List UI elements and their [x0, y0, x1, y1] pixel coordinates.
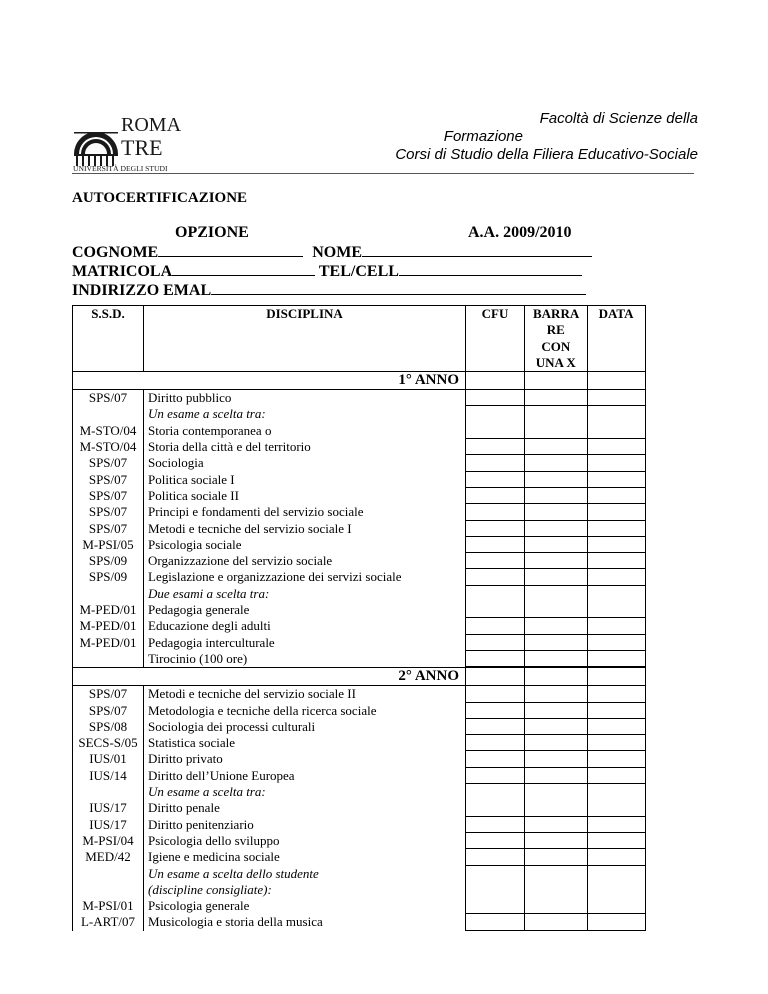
- entry-box[interactable]: [466, 703, 524, 719]
- entry-box[interactable]: [588, 455, 645, 471]
- entry-box[interactable]: [466, 423, 524, 439]
- disciplina-cell: Pedagogia interculturale: [148, 634, 275, 650]
- entry-box[interactable]: [525, 586, 587, 602]
- entry-box[interactable]: [588, 866, 645, 882]
- disciplina-cell: Diritto dell’Unione Europea: [148, 767, 295, 783]
- ssd-cell: [73, 406, 143, 422]
- entry-box[interactable]: [466, 602, 524, 618]
- entry-box[interactable]: [466, 719, 524, 735]
- entry-box[interactable]: [525, 817, 587, 833]
- indirizzo-row: [72, 281, 586, 300]
- entry-box[interactable]: [588, 833, 645, 849]
- entry-box[interactable]: [466, 751, 524, 767]
- ssd-cell: [73, 651, 143, 667]
- entry-box[interactable]: [588, 618, 645, 634]
- header-ssd: S.S.D.: [73, 306, 144, 372]
- entry-box[interactable]: [466, 686, 524, 702]
- entry-box[interactable]: [588, 914, 645, 930]
- disciplina-cell: Metodi e tecniche del servizio sociale I: [148, 520, 352, 536]
- logo-subtitle: UNIVERSITÀ DEGLI STUDI: [73, 164, 168, 172]
- disciplina-cell: Un esame a scelta dello studente: [148, 865, 319, 881]
- ssd-cell: SPS/07: [88, 455, 128, 471]
- matricola-row: [72, 262, 582, 281]
- nome-field[interactable]: [362, 243, 592, 257]
- entry-box[interactable]: [525, 768, 587, 784]
- entry-box[interactable]: [525, 849, 587, 865]
- entry-box[interactable]: [525, 635, 587, 651]
- entry-box[interactable]: [525, 866, 587, 882]
- entry-box[interactable]: [525, 521, 587, 537]
- entry-box[interactable]: [466, 914, 524, 930]
- disciplina-cell: Statistica sociale: [148, 735, 236, 751]
- entry-box[interactable]: [466, 406, 524, 422]
- year2-ssd-column: [73, 686, 144, 931]
- ssd-cell: SPS/09: [88, 553, 128, 569]
- ssd-cell: [73, 866, 143, 882]
- year1-label: 1° ANNO: [73, 372, 466, 390]
- entry-box[interactable]: [525, 455, 587, 471]
- entry-box[interactable]: [466, 439, 524, 455]
- entry-box[interactable]: [588, 800, 645, 816]
- year1-ssd-column: [73, 390, 144, 668]
- entry-box[interactable]: [525, 553, 587, 569]
- entry-box[interactable]: [466, 800, 524, 816]
- entry-box[interactable]: [466, 651, 524, 667]
- faculty-line-2: Formazione: [443, 128, 523, 145]
- entry-box[interactable]: [588, 635, 645, 651]
- entry-box[interactable]: [588, 390, 645, 406]
- entry-box[interactable]: [588, 602, 645, 618]
- entry-box[interactable]: [466, 635, 524, 651]
- disciplina-cell: Igiene e medicina sociale: [148, 849, 280, 865]
- entry-box[interactable]: [525, 537, 587, 553]
- entry-box[interactable]: [588, 553, 645, 569]
- entry-box[interactable]: [525, 602, 587, 618]
- ssd-cell: [73, 882, 143, 898]
- entry-box[interactable]: [525, 472, 587, 488]
- year2-data-column[interactable]: [587, 686, 645, 931]
- disciplina-cell: Diritto penale: [148, 800, 220, 816]
- disciplina-cell: Storia contemporanea o: [148, 422, 272, 438]
- entry-box[interactable]: [588, 751, 645, 767]
- entry-box[interactable]: [525, 898, 587, 914]
- disciplina-cell: Psicologia sociale: [148, 536, 242, 552]
- disciplina-cell: Diritto pubblico: [148, 390, 232, 406]
- entry-box[interactable]: [466, 586, 524, 602]
- entry-box[interactable]: [588, 849, 645, 865]
- ssd-cell: SPS/07: [88, 686, 128, 702]
- logo-roma: ROMA: [121, 114, 182, 136]
- entry-box[interactable]: [588, 406, 645, 422]
- entry-box[interactable]: [588, 735, 645, 751]
- disciplina-cell: Metodologia e tecniche della ricerca sociale: [148, 702, 377, 718]
- entry-box[interactable]: [466, 618, 524, 634]
- disciplina-cell: (discipline consigliate):: [148, 881, 272, 897]
- entry-box[interactable]: [466, 833, 524, 849]
- entry-box[interactable]: [466, 569, 524, 585]
- entry-box[interactable]: [588, 537, 645, 553]
- disciplina-cell: Musicologia e storia della musica: [148, 914, 323, 930]
- matricola-label: MATRICOLA: [72, 263, 173, 280]
- year1-row: [73, 372, 646, 390]
- entry-box[interactable]: [525, 439, 587, 455]
- disciplina-cell: Principi e fondamenti del servizio sociale: [148, 504, 364, 520]
- disciplina-cell: Due esami a scelta tra:: [148, 585, 270, 601]
- ssd-cell: M-PSI/05: [82, 536, 134, 552]
- ssd-cell: M-STO/04: [79, 439, 137, 455]
- disciplina-cell: Psicologia generale: [148, 898, 250, 914]
- entry-box[interactable]: [588, 898, 645, 914]
- disciplina-cell: Politica sociale I: [148, 471, 235, 487]
- entry-box[interactable]: [466, 768, 524, 784]
- page-title: AUTOCERTIFICAZIONE: [72, 190, 248, 206]
- ssd-cell: SPS/07: [88, 390, 128, 406]
- entry-box[interactable]: [525, 423, 587, 439]
- year2-cfu-column[interactable]: [466, 686, 525, 931]
- disciplina-cell: Un esame a scelta tra:: [148, 784, 266, 800]
- header-disciplina: DISCIPLINA: [144, 306, 466, 372]
- cognome-field[interactable]: [158, 243, 303, 257]
- entry-box[interactable]: [525, 800, 587, 816]
- entry-box[interactable]: [588, 521, 645, 537]
- entry-box[interactable]: [588, 569, 645, 585]
- ssd-cell: SPS/08: [88, 718, 128, 734]
- ssd-cell: [73, 784, 143, 800]
- entry-box[interactable]: [466, 849, 524, 865]
- ssd-cell: IUS/17: [89, 816, 127, 832]
- year2-body: [73, 686, 646, 931]
- ssd-cell: MED/42: [85, 849, 131, 865]
- ssd-cell: M-PED/01: [79, 634, 137, 650]
- entry-box[interactable]: [466, 898, 524, 914]
- entry-box[interactable]: [588, 423, 645, 439]
- entry-box[interactable]: [466, 472, 524, 488]
- ssd-cell: IUS/14: [89, 767, 127, 783]
- disciplina-cell: Sociologia dei processi culturali: [148, 718, 316, 734]
- matricola-field[interactable]: [172, 262, 315, 276]
- year2-row: [73, 668, 646, 686]
- entry-box[interactable]: [525, 504, 587, 520]
- ssd-cell: M-PED/01: [79, 618, 137, 634]
- entry-box[interactable]: [466, 390, 524, 406]
- entry-box[interactable]: [588, 768, 645, 784]
- header-barrare: BARRA RE CON UNA X: [525, 306, 588, 372]
- entry-box[interactable]: [466, 735, 524, 751]
- ssd-cell: [73, 586, 143, 602]
- entry-box[interactable]: [525, 784, 587, 800]
- entry-box[interactable]: [525, 882, 587, 898]
- ssd-cell: M-PED/01: [79, 602, 137, 618]
- disciplina-cell: Pedagogia generale: [148, 602, 250, 618]
- courses-table: [72, 305, 646, 931]
- year1-barrare-column[interactable]: [525, 390, 588, 668]
- disciplina-cell: Psicologia dello sviluppo: [148, 832, 280, 848]
- ssd-cell: M-PSI/04: [82, 832, 134, 848]
- entry-box[interactable]: [525, 390, 587, 406]
- table-header: [73, 306, 646, 372]
- entry-box[interactable]: [525, 686, 587, 702]
- entry-box[interactable]: [466, 455, 524, 471]
- entry-box[interactable]: [466, 488, 524, 504]
- ssd-cell: SPS/07: [88, 520, 128, 536]
- indirizzo-label: INDIRIZZO EMAL: [72, 282, 212, 299]
- entry-box[interactable]: [466, 866, 524, 882]
- ssd-cell: SPS/07: [88, 487, 128, 503]
- entry-box[interactable]: [525, 703, 587, 719]
- entry-box[interactable]: [525, 406, 587, 422]
- ssd-cell: IUS/01: [89, 751, 127, 767]
- disciplina-cell: Educazione degli adulti: [148, 618, 271, 634]
- opzione-label: OPZIONE: [175, 224, 249, 241]
- ssd-cell: SPS/09: [88, 569, 128, 585]
- cognome-row: [72, 243, 592, 262]
- entry-box[interactable]: [588, 817, 645, 833]
- entry-box[interactable]: [525, 651, 587, 667]
- tel-field[interactable]: [399, 262, 582, 276]
- entry-box[interactable]: [588, 719, 645, 735]
- tel-label: TEL/CELL: [318, 263, 399, 280]
- header-data: DATA: [587, 306, 645, 372]
- entry-box[interactable]: [588, 703, 645, 719]
- header-cfu: CFU: [466, 306, 525, 372]
- entry-box[interactable]: [525, 735, 587, 751]
- disciplina-cell: Organizzazione del servizio sociale: [148, 553, 333, 569]
- entry-box[interactable]: [525, 618, 587, 634]
- entry-box[interactable]: [525, 751, 587, 767]
- disciplina-cell: Diritto penitenziario: [148, 816, 254, 832]
- ssd-cell: IUS/17: [89, 800, 127, 816]
- entry-box[interactable]: [588, 686, 645, 702]
- entry-box[interactable]: [588, 586, 645, 602]
- faculty-line-1: Facoltà di Scienze della: [539, 110, 698, 127]
- entry-box[interactable]: [525, 488, 587, 504]
- entry-box[interactable]: [466, 784, 524, 800]
- disciplina-cell: Legislazione e organizzazione dei servizi sociale: [148, 569, 402, 585]
- ssd-cell: M-STO/04: [79, 422, 137, 438]
- entry-box[interactable]: [525, 833, 587, 849]
- entry-box[interactable]: [466, 521, 524, 537]
- entry-box[interactable]: [588, 504, 645, 520]
- ssd-cell: SPS/07: [88, 702, 128, 718]
- entry-box[interactable]: [466, 553, 524, 569]
- year1-cfu-column[interactable]: [466, 390, 525, 668]
- entry-box[interactable]: [525, 914, 587, 930]
- entry-box[interactable]: [466, 882, 524, 898]
- entry-box[interactable]: [588, 882, 645, 898]
- year2-label: 2° ANNO: [73, 668, 466, 686]
- ssd-cell: SPS/07: [88, 471, 128, 487]
- entry-box[interactable]: [588, 488, 645, 504]
- entry-box[interactable]: [588, 439, 645, 455]
- disciplina-cell: Diritto privato: [148, 751, 223, 767]
- entry-box[interactable]: [525, 719, 587, 735]
- year1-body: [73, 390, 646, 668]
- entry-box[interactable]: [588, 651, 645, 667]
- ssd-cell: L-ART/07: [80, 914, 136, 930]
- ssd-cell: M-PSI/01: [82, 898, 134, 914]
- nome-label: NOME: [312, 244, 362, 261]
- academic-year: A.A. 2009/2010: [468, 224, 572, 241]
- entry-box[interactable]: [466, 504, 524, 520]
- entry-box[interactable]: [466, 537, 524, 553]
- disciplina-cell: Tirocinio (100 ore): [148, 650, 248, 666]
- entry-box[interactable]: [588, 784, 645, 800]
- disciplina-cell: Storia della città e del territorio: [148, 439, 311, 455]
- ssd-cell: SECS-S/05: [78, 735, 138, 751]
- header-divider: [72, 173, 694, 174]
- year1-data-column[interactable]: [587, 390, 645, 668]
- ssd-cell: SPS/07: [88, 504, 128, 520]
- disciplina-cell: Metodi e tecniche del servizio sociale II: [148, 686, 356, 702]
- entry-box[interactable]: [588, 472, 645, 488]
- logo-tre: TRE: [121, 135, 163, 160]
- entry-box[interactable]: [466, 817, 524, 833]
- year1-disciplina-column: [144, 390, 466, 668]
- roma-tre-logo: [72, 110, 187, 172]
- cognome-label: COGNOME: [72, 244, 159, 261]
- disciplina-cell: Politica sociale II: [148, 487, 239, 503]
- faculty-header: [395, 110, 698, 164]
- indirizzo-field[interactable]: [211, 281, 586, 295]
- disciplina-cell: Un esame a scelta tra:: [148, 406, 266, 422]
- entry-box[interactable]: [525, 569, 587, 585]
- disciplina-cell: Sociologia: [148, 455, 204, 471]
- faculty-line-3: Corsi di Studio della Filiera Educativo-Sociale: [395, 146, 698, 163]
- year2-disciplina-column: [144, 686, 466, 931]
- year2-barrare-column[interactable]: [525, 686, 588, 931]
